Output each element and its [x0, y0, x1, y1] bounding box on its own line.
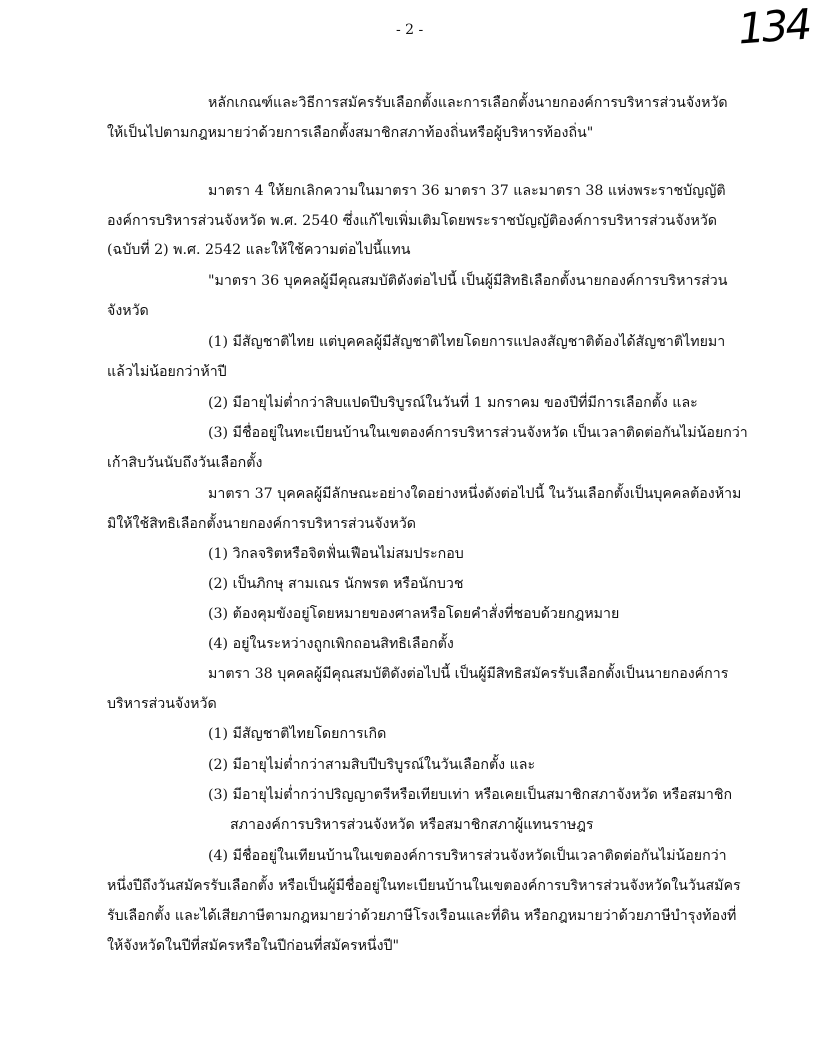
text-line: (1) มีสัญชาติไทยโดยการเกิด: [208, 726, 387, 742]
text-line: ให้เป็นไปตามกฎหมายว่าด้วยการเลือกตั้งสมาชิกสภาท้องถิ่นหรือผู้บริหารท้องถิ่น": [107, 125, 594, 141]
handwritten-page-number: 134: [736, 0, 811, 54]
text-line: (1) วิกลจริตหรือจิตฟั่นเฟือนไม่สมประกอบ: [208, 546, 464, 562]
text-line: บริหารส่วนจังหวัด: [107, 696, 217, 712]
text-line: (1) มีสัญชาติไทย แต่บุคคลผู้มีสัญชาติไทยโดยการแปลงสัญชาติต้องได้สัญชาติไทยมา: [208, 334, 726, 350]
text-line: มาตรา 38 บุคคลผู้มีคุณสมบัติดังต่อไปนี้ เป็นผู้มีสิทธิสมัครรับเลือกตั้งเป็นนายกองค์การ: [208, 666, 729, 682]
text-line: (ฉบับที่ 2) พ.ศ. 2542 และให้ใช้ความต่อไปนี้แทน: [107, 242, 411, 258]
text-line: มิให้ใช้สิทธิเลือกตั้งนายกองค์การบริหารส่วนจังหวัด: [107, 516, 417, 532]
text-line: มาตรา 37 บุคคลผู้มีลักษณะอย่างใดอย่างหนึ่งดังต่อไปนี้ ในวันเลือกตั้งเป็นบุคคลต้องห้าม: [208, 486, 742, 502]
text-line: หลักเกณฑ์และวิธีการสมัครรับเลือกตั้งและการเลือกตั้งนายกองค์การบริหารส่วนจังหวัด: [208, 95, 728, 111]
text-line: เก้าสิบวันนับถึงวันเลือกตั้ง: [107, 455, 263, 471]
text-line: แล้วไม่น้อยกว่าห้าปี: [107, 364, 227, 380]
text-line: (2) เป็นภิกษุ สามเณร นักพรต หรือนักบวช: [208, 576, 464, 592]
text-line: (2) มีอายุไม่ต่ำกว่าสามสิบปีบริบูรณ์ในวันเลือกตั้ง และ: [208, 757, 536, 773]
text-line: "มาตรา 36 บุคคลผู้มีคุณสมบัติดังต่อไปนี้ เป็นผู้มีสิทธิเลือกตั้งนายกองค์การบริหารส่วน: [208, 273, 728, 289]
text-line: (4) อยู่ในระหว่างถูกเพิกถอนสิทธิเลือกตั้ง: [208, 636, 454, 652]
page-number: - 2 -: [396, 22, 424, 38]
text-line: สภาองค์การบริหารส่วนจังหวัด หรือสมาชิกสภาผู้แทนราษฎร: [230, 817, 594, 833]
text-line: ให้จังหวัดในปีที่สมัครหรือในปีก่อนที่สมัครหนึ่งปี": [107, 938, 400, 954]
text-line: (3) มีชื่ออยู่ในทะเบียนบ้านในเขตองค์การบริหารส่วนจังหวัด เป็นเวลาติดต่อกันไม่น้อยกว่า: [208, 425, 748, 441]
text-line: (3) มีอายุไม่ต่ำกว่าปริญญาตรีหรือเทียบเท่า หรือเคยเป็นสมาชิกสภาจังหวัด หรือสมาชิก: [208, 787, 733, 803]
text-line: จังหวัด: [107, 303, 149, 319]
text-line: รับเลือกตั้ง และได้เสียภาษีตามกฎหมายว่าด้วยภาษีโรงเรือนและที่ดิน หรือกฎหมายว่าด้วยภาษีบำรุงท้องที่: [107, 908, 737, 924]
text-line: (4) มีชื่ออยู่ในเทียนบ้านในเขตองค์การบริหารส่วนจังหวัดเป็นเวลาติดต่อกันไม่น้อยกว่า: [208, 848, 727, 864]
text-line: (3) ต้องคุมขังอยู่โดยหมายของศาลหรือโดยคำสั่งที่ชอบด้วยกฎหมาย: [208, 606, 620, 622]
text-line: องค์การบริหารส่วนจังหวัด พ.ศ. 2540 ซึ่งแก้ไขเพิ่มเติมโดยพระราชบัญญัติองค์การบริหารส่วนจังหวัด: [107, 213, 718, 229]
text-line: (2) มีอายุไม่ต่ำกว่าสิบแปดปีบริบูรณ์ในวันที่ 1 มกราคม ของปีที่มีการเลือกตั้ง และ: [208, 395, 698, 411]
text-line: มาตรา 4 ให้ยกเลิกความในมาตรา 36 มาตรา 37 และมาตรา 38 แห่งพระราชบัญญัติ: [208, 183, 726, 199]
text-line: หนึ่งปีถึงวันสมัครรับเลือกตั้ง หรือเป็นผู้มีชื่ออยู่ในทะเบียนบ้านในเขตองค์การบริหารส่วนจังหวัดในวันสมัคร: [107, 878, 741, 894]
